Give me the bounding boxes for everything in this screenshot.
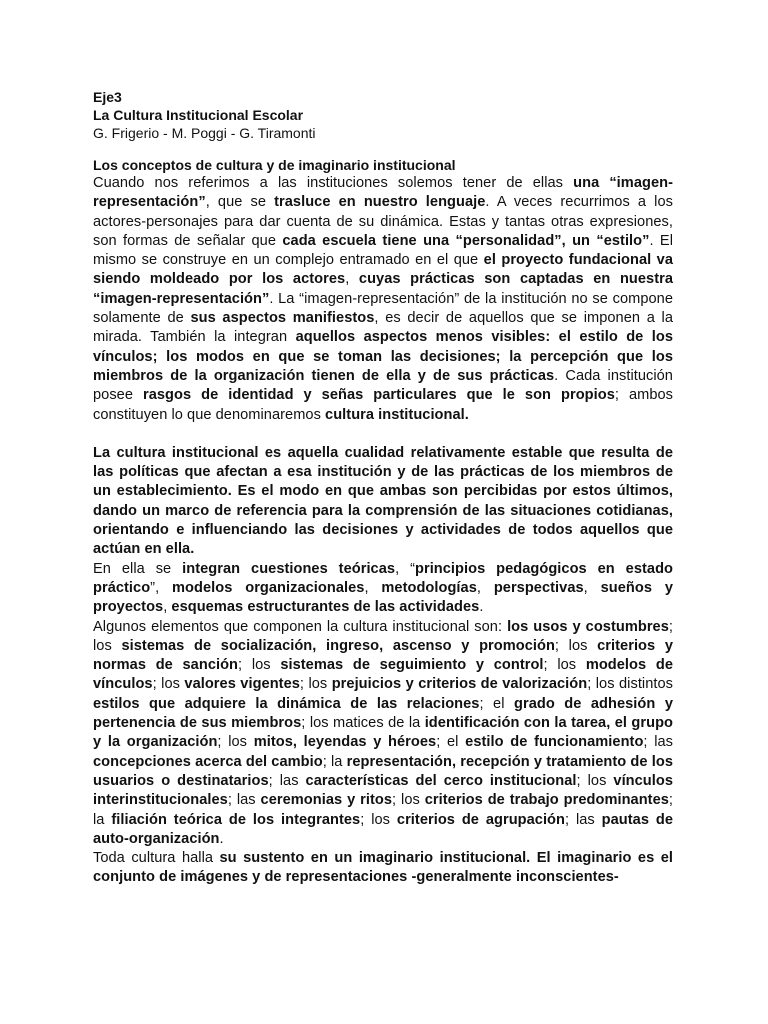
- text-run: ; los: [392, 792, 425, 809]
- paragraph-definition: [93, 444, 673, 560]
- text-run: . A veces recurrimos a los actores-personajes para dar cuenta de su dinámica. Estas y tantas otras expresiones, son formas de señalar que: [93, 194, 673, 249]
- bold-text-run: identificación con la tarea, el grupo y la organización: [93, 715, 673, 751]
- bold-text-run: cultura institucional.: [325, 406, 469, 423]
- paragraph-elements: [93, 618, 673, 850]
- bold-text-run: sus aspectos manifiestos: [190, 310, 375, 327]
- bold-text-run: criterios de trabajo predominantes: [424, 792, 669, 809]
- bold-text-run: los usos y costumbres: [507, 618, 669, 635]
- bold-text-run: una “imagen-representación”: [93, 175, 673, 211]
- bold-text-run: el proyecto fundacional va siendo moldeado por los actores: [93, 252, 673, 288]
- bold-text-run: sistemas de seguimiento y control: [280, 657, 544, 674]
- text-run: ; el: [436, 734, 466, 751]
- bold-text-run: metodologías: [381, 579, 477, 596]
- text-run: ; las: [643, 734, 674, 751]
- text-run: ; los: [93, 618, 673, 654]
- document-title: La Cultura Institucional Escolar: [93, 107, 304, 123]
- bold-text-run: estilos que adquiere la dinámica de las relaciones: [93, 695, 480, 712]
- paragraph-components: [93, 560, 673, 618]
- bold-text-run: principios pedagógicos en estado práctico: [93, 560, 674, 596]
- text-run: ; los: [152, 676, 185, 693]
- text-run: ; los: [217, 734, 254, 751]
- paragraph-spacer: [93, 425, 673, 444]
- bold-text-run: su sustento en un imaginario institucional. El imaginario es el conjunto de imágenes y de representaciones -generalmente inconscientes-: [93, 850, 673, 886]
- text-run: ; los: [554, 637, 598, 654]
- text-run: ; los matices de la: [301, 715, 425, 732]
- text-run: ”,: [150, 579, 173, 596]
- text-run: . El mismo se construye en un complejo entramado en el que: [93, 232, 673, 269]
- bold-text-run: aquellos aspectos menos visibles: el estilo de los vínculos; los modos en que se toman las decisiones; la percepción que los miembros de la organización tienen de ella y de sus prácticas: [93, 329, 673, 384]
- text-run: ; la: [322, 753, 347, 770]
- text-run: . Cada institución posee: [93, 367, 673, 404]
- text-run: . La “imagen-representación” de la institución no se compone solamente de: [93, 290, 673, 327]
- bold-text-run: criterios de agrupación: [396, 811, 565, 828]
- bold-text-run: filiación teórica de los integrantes: [111, 811, 361, 828]
- paragraph-intro: [93, 174, 673, 425]
- text-run: ; las: [268, 772, 306, 789]
- text-run: ,: [583, 579, 601, 596]
- text-run: ,: [476, 579, 494, 596]
- bold-text-run: mitos, leyendas y héroes: [253, 734, 437, 751]
- bold-text-run: modelos de vínculos: [93, 657, 673, 693]
- bold-text-run: cuyas prácticas son captadas en nuestra “imagen-representación”: [93, 271, 674, 307]
- bold-text-run: modelos organizacionales: [172, 579, 365, 596]
- bold-text-run: rasgos de identidad y señas particulares que le son propios: [143, 387, 615, 404]
- bold-text-run: sueños y proyectos: [93, 579, 674, 616]
- bold-text-run: valores vigentes: [184, 676, 300, 693]
- bold-text-run: estilo de funcionamiento: [465, 734, 644, 751]
- text-run: , “: [395, 560, 415, 577]
- bold-text-run: vínculos interinstitucionales: [93, 772, 674, 809]
- text-run: ; las: [227, 792, 261, 809]
- bold-text-run: esquemas estructurantes de las actividades: [171, 599, 480, 616]
- bold-text-run: concepciones acerca del cambio: [93, 753, 323, 770]
- text-run: ; los: [576, 772, 614, 789]
- text-run: Cuando nos referimos a las instituciones solemos tener de ellas: [93, 175, 574, 191]
- bold-text-run: La cultura institucional es aquella cualidad relativamente estable que resulta de las políticas que afectan a esa institución y de las prácticas de los miembros de un establecimiento. Es el modo en que ambas son percibidas por estos últimos, dando un marco de referencia para la comprensión de las situaciones cotidianas, orientando e influenciando las decisiones y actividades de todos aquellos que actúan en ella.: [93, 444, 673, 558]
- section-title: Los conceptos de cultura y de imaginario institucional: [93, 157, 456, 173]
- bold-text-run: representación, recepción y tratamiento de los usuarios o destinatarios: [93, 753, 673, 789]
- text-run: ; ambos constituyen lo que denominaremos: [93, 387, 673, 423]
- bold-text-run: pautas de auto-organización: [93, 811, 674, 847]
- bold-text-run: trasluce en nuestro lenguaje: [274, 194, 486, 211]
- text-run: , que se: [205, 194, 275, 211]
- text-run: ; los: [360, 811, 397, 828]
- text-run: ; los: [299, 676, 332, 693]
- text-run: ,: [345, 271, 359, 288]
- text-run: ; el: [479, 695, 514, 712]
- text-run: .: [479, 599, 484, 616]
- bold-text-run: cada escuela tiene una “personalidad”, un “estilo”: [282, 232, 650, 249]
- text-run: En ella se: [93, 560, 183, 577]
- document-page: [93, 88, 673, 888]
- text-run: ; la: [93, 792, 674, 828]
- document-authors: G. Frigerio - M. Poggi - G. Tiramonti: [93, 125, 316, 141]
- bold-text-run: características del cerco institucional: [305, 772, 577, 789]
- bold-text-run: integran cuestiones teóricas: [182, 560, 396, 577]
- text-run: ; los distintos: [587, 676, 673, 693]
- text-run: .: [219, 830, 224, 847]
- bold-text-run: sistemas de socialización, ingreso, ascenso y promoción: [121, 637, 555, 654]
- text-run: ; los: [238, 657, 281, 674]
- text-run: , es decir de aquellos que se imponen a la mirada. También la integran: [93, 310, 673, 346]
- text-run: ,: [364, 579, 382, 596]
- text-run: Algunos elementos que componen la cultura institucional son:: [93, 618, 508, 635]
- paragraph-imaginary: [93, 849, 673, 888]
- text-run: ; las: [564, 811, 602, 828]
- bold-text-run: criterios y normas de sanción: [93, 637, 673, 674]
- text-run: ; los: [543, 657, 586, 674]
- text-run: Toda cultura halla: [93, 850, 220, 867]
- bold-text-run: ceremonias y ritos: [260, 792, 393, 809]
- bold-text-run: perspectivas: [493, 579, 584, 596]
- bold-text-run: grado de adhesión y pertenencia de sus miembros: [93, 695, 673, 732]
- document-code: Eje3: [93, 89, 122, 105]
- text-run: ,: [163, 599, 172, 616]
- bold-text-run: prejuicios y criterios de valorización: [331, 676, 588, 693]
